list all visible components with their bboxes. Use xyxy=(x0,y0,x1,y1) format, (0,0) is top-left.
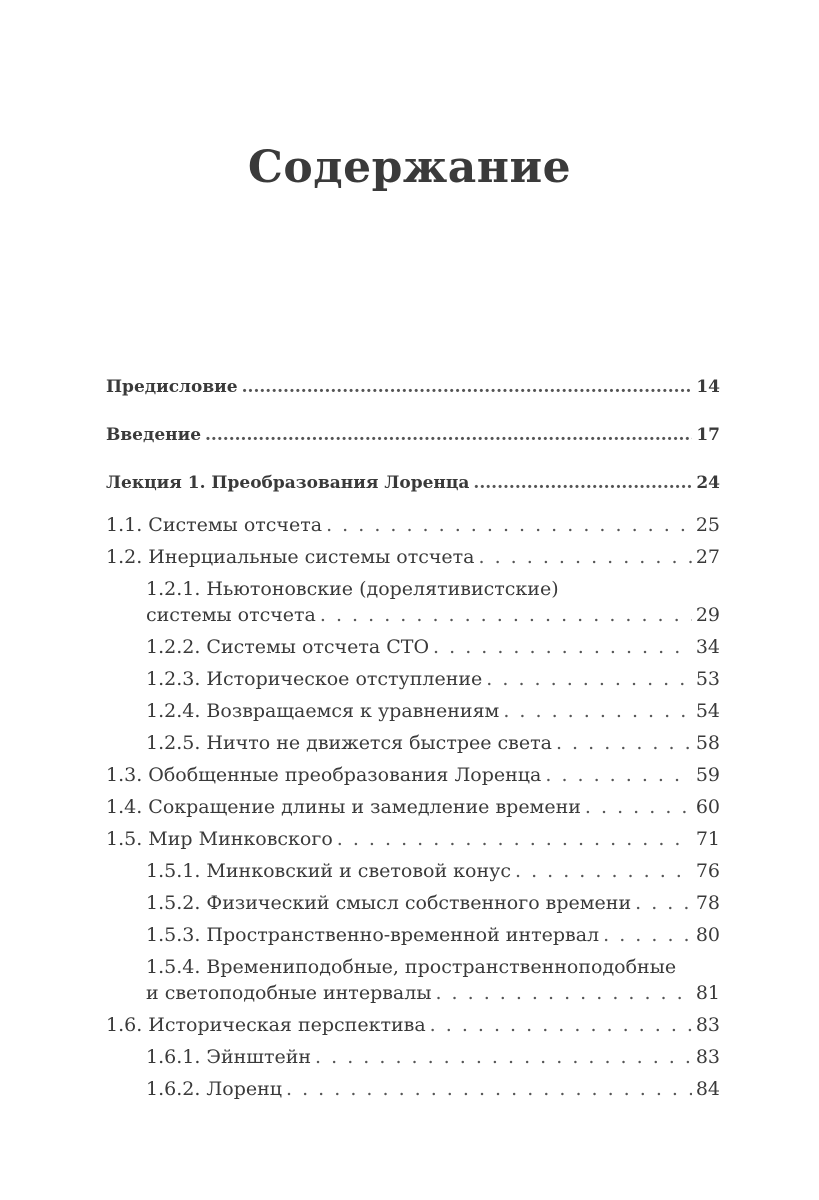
toc-entry-page: 27 xyxy=(695,546,720,568)
toc-entry-1-3[interactable] xyxy=(106,762,720,788)
toc-entry-1-2-5[interactable] xyxy=(146,730,720,756)
toc-entry-title: системы отсчета xyxy=(146,604,316,626)
toc-entry-1-5-1[interactable] xyxy=(146,858,720,884)
toc-entry-1-2-2[interactable] xyxy=(146,634,720,660)
toc-entry-page: 83 xyxy=(695,1014,720,1036)
toc-entry-page: 84 xyxy=(695,1078,720,1100)
toc-entry-title: 1.3. Обобщенные преобразования Лоренца xyxy=(106,764,542,786)
toc-entry-1-1[interactable] xyxy=(106,512,720,538)
toc-leader-dots xyxy=(430,1012,692,1038)
toc-entry-1-5[interactable] xyxy=(106,826,720,852)
toc-entry-title: и светоподобные интервалы xyxy=(146,982,432,1004)
toc-entry-1-5-4[interactable] xyxy=(146,954,720,1006)
toc-leader-dots xyxy=(337,826,692,852)
toc-leader-dots xyxy=(286,1076,692,1102)
toc-entry-title: 1.5.3. Пространственно-временной интервал xyxy=(146,924,600,946)
toc-entry-title: 1.2.5. Ничто не движется быстрее света xyxy=(146,732,552,754)
toc-entry-page: 71 xyxy=(695,828,720,850)
toc-entry-page: 25 xyxy=(695,514,720,536)
toc-entry-page: 54 xyxy=(695,700,720,722)
toc-entry-page: 80 xyxy=(695,924,720,946)
toc-entry-title: 1.5. Мир Минковского xyxy=(106,828,333,850)
toc-entry-page: 76 xyxy=(695,860,720,882)
toc-entry-page: 81 xyxy=(695,982,720,1004)
toc-entry-page: 17 xyxy=(696,425,720,445)
toc-entry-introduction[interactable] xyxy=(106,422,720,448)
toc-leader-dots xyxy=(433,634,692,660)
toc-entry-page: 78 xyxy=(695,892,720,914)
toc-entry-page: 60 xyxy=(695,796,720,818)
toc-leader-dots xyxy=(435,980,691,1006)
toc-entry-1-2[interactable] xyxy=(106,544,720,570)
toc-leader-dots xyxy=(326,512,692,538)
toc-entry-page: 83 xyxy=(695,1046,720,1068)
toc-entry-title: 1.2.4. Возвращаемся к уравнениям xyxy=(146,700,500,722)
toc-entry-1-2-3[interactable] xyxy=(146,666,720,692)
toc-entry-page: 59 xyxy=(695,764,720,786)
toc-leader-dots xyxy=(320,602,692,628)
toc-entry-title-line1: 1.5.4. Времениподобные, пространственноподобные xyxy=(146,956,677,978)
toc-entry-1-5-2[interactable] xyxy=(146,890,720,916)
page-title: Содержание xyxy=(247,142,572,193)
toc-entry-page: 24 xyxy=(696,473,720,493)
toc-leader-dots xyxy=(479,544,692,570)
toc-entry-title: 1.6. Историческая перспектива xyxy=(106,1014,426,1036)
toc-entry-page: 34 xyxy=(695,636,720,658)
toc-entry-title: 1.5.1. Минковский и световой конус xyxy=(146,860,511,882)
toc-entry-title: Предисловие xyxy=(106,377,238,397)
toc-entry-title: 1.6.2. Лоренц xyxy=(146,1078,283,1100)
toc-entry-title: 1.4. Сокращение длины и замедление времени xyxy=(106,796,581,818)
toc-entry-title: 1.5.2. Физический смысл собственного времени xyxy=(146,892,632,914)
toc-leader-dots xyxy=(315,1044,692,1070)
toc-entry-title: 1.1. Системы отсчета xyxy=(106,514,323,536)
toc-leader-dots xyxy=(603,922,692,948)
toc-entry-title-line1: 1.2.1. Ньютоновские (дорелятивистские) xyxy=(146,578,559,600)
toc-entry-page: 14 xyxy=(696,377,720,397)
toc-entry-1-5-3[interactable] xyxy=(146,922,720,948)
toc-leader-dots xyxy=(486,666,692,692)
toc-entry-title: Лекция 1. Преобразования Лоренца xyxy=(106,473,470,493)
toc-entry-page: 53 xyxy=(695,668,720,690)
toc-entry-title: 1.2.3. Историческое отступление xyxy=(146,668,483,690)
toc-leader-dots xyxy=(585,794,692,820)
toc-leader-dots xyxy=(242,374,693,400)
toc-entry-1-6-2[interactable] xyxy=(146,1076,720,1102)
toc-entry-page: 58 xyxy=(695,732,720,754)
toc-entry-title: Введение xyxy=(106,425,202,445)
toc-leader-dots xyxy=(635,890,692,916)
toc-leader-dots xyxy=(205,422,692,448)
toc-entry-1-6[interactable] xyxy=(106,1012,720,1038)
toc-entry-title: 1.2. Инерциальные системы отсчета xyxy=(106,546,475,568)
toc-leader-dots xyxy=(473,470,692,496)
toc-entry-1-4[interactable] xyxy=(106,794,720,820)
toc-leader-dots xyxy=(556,730,692,756)
toc-entry-preface[interactable] xyxy=(106,374,720,400)
toc-leader-dots xyxy=(515,858,692,884)
toc-entry-lecture-1[interactable] xyxy=(106,470,720,496)
toc-entry-page: 29 xyxy=(695,604,720,626)
toc-entry-title: 1.2.2. Системы отсчета СТО xyxy=(146,636,430,658)
toc-entry-1-2-1[interactable] xyxy=(146,576,720,628)
toc-entry-title: 1.6.1. Эйнштейн xyxy=(146,1046,312,1068)
toc-leader-dots xyxy=(545,762,691,788)
table-of-contents xyxy=(106,374,720,1102)
toc-entry-1-6-1[interactable] xyxy=(146,1044,720,1070)
toc-leader-dots xyxy=(503,698,691,724)
toc-entry-1-2-4[interactable] xyxy=(146,698,720,724)
